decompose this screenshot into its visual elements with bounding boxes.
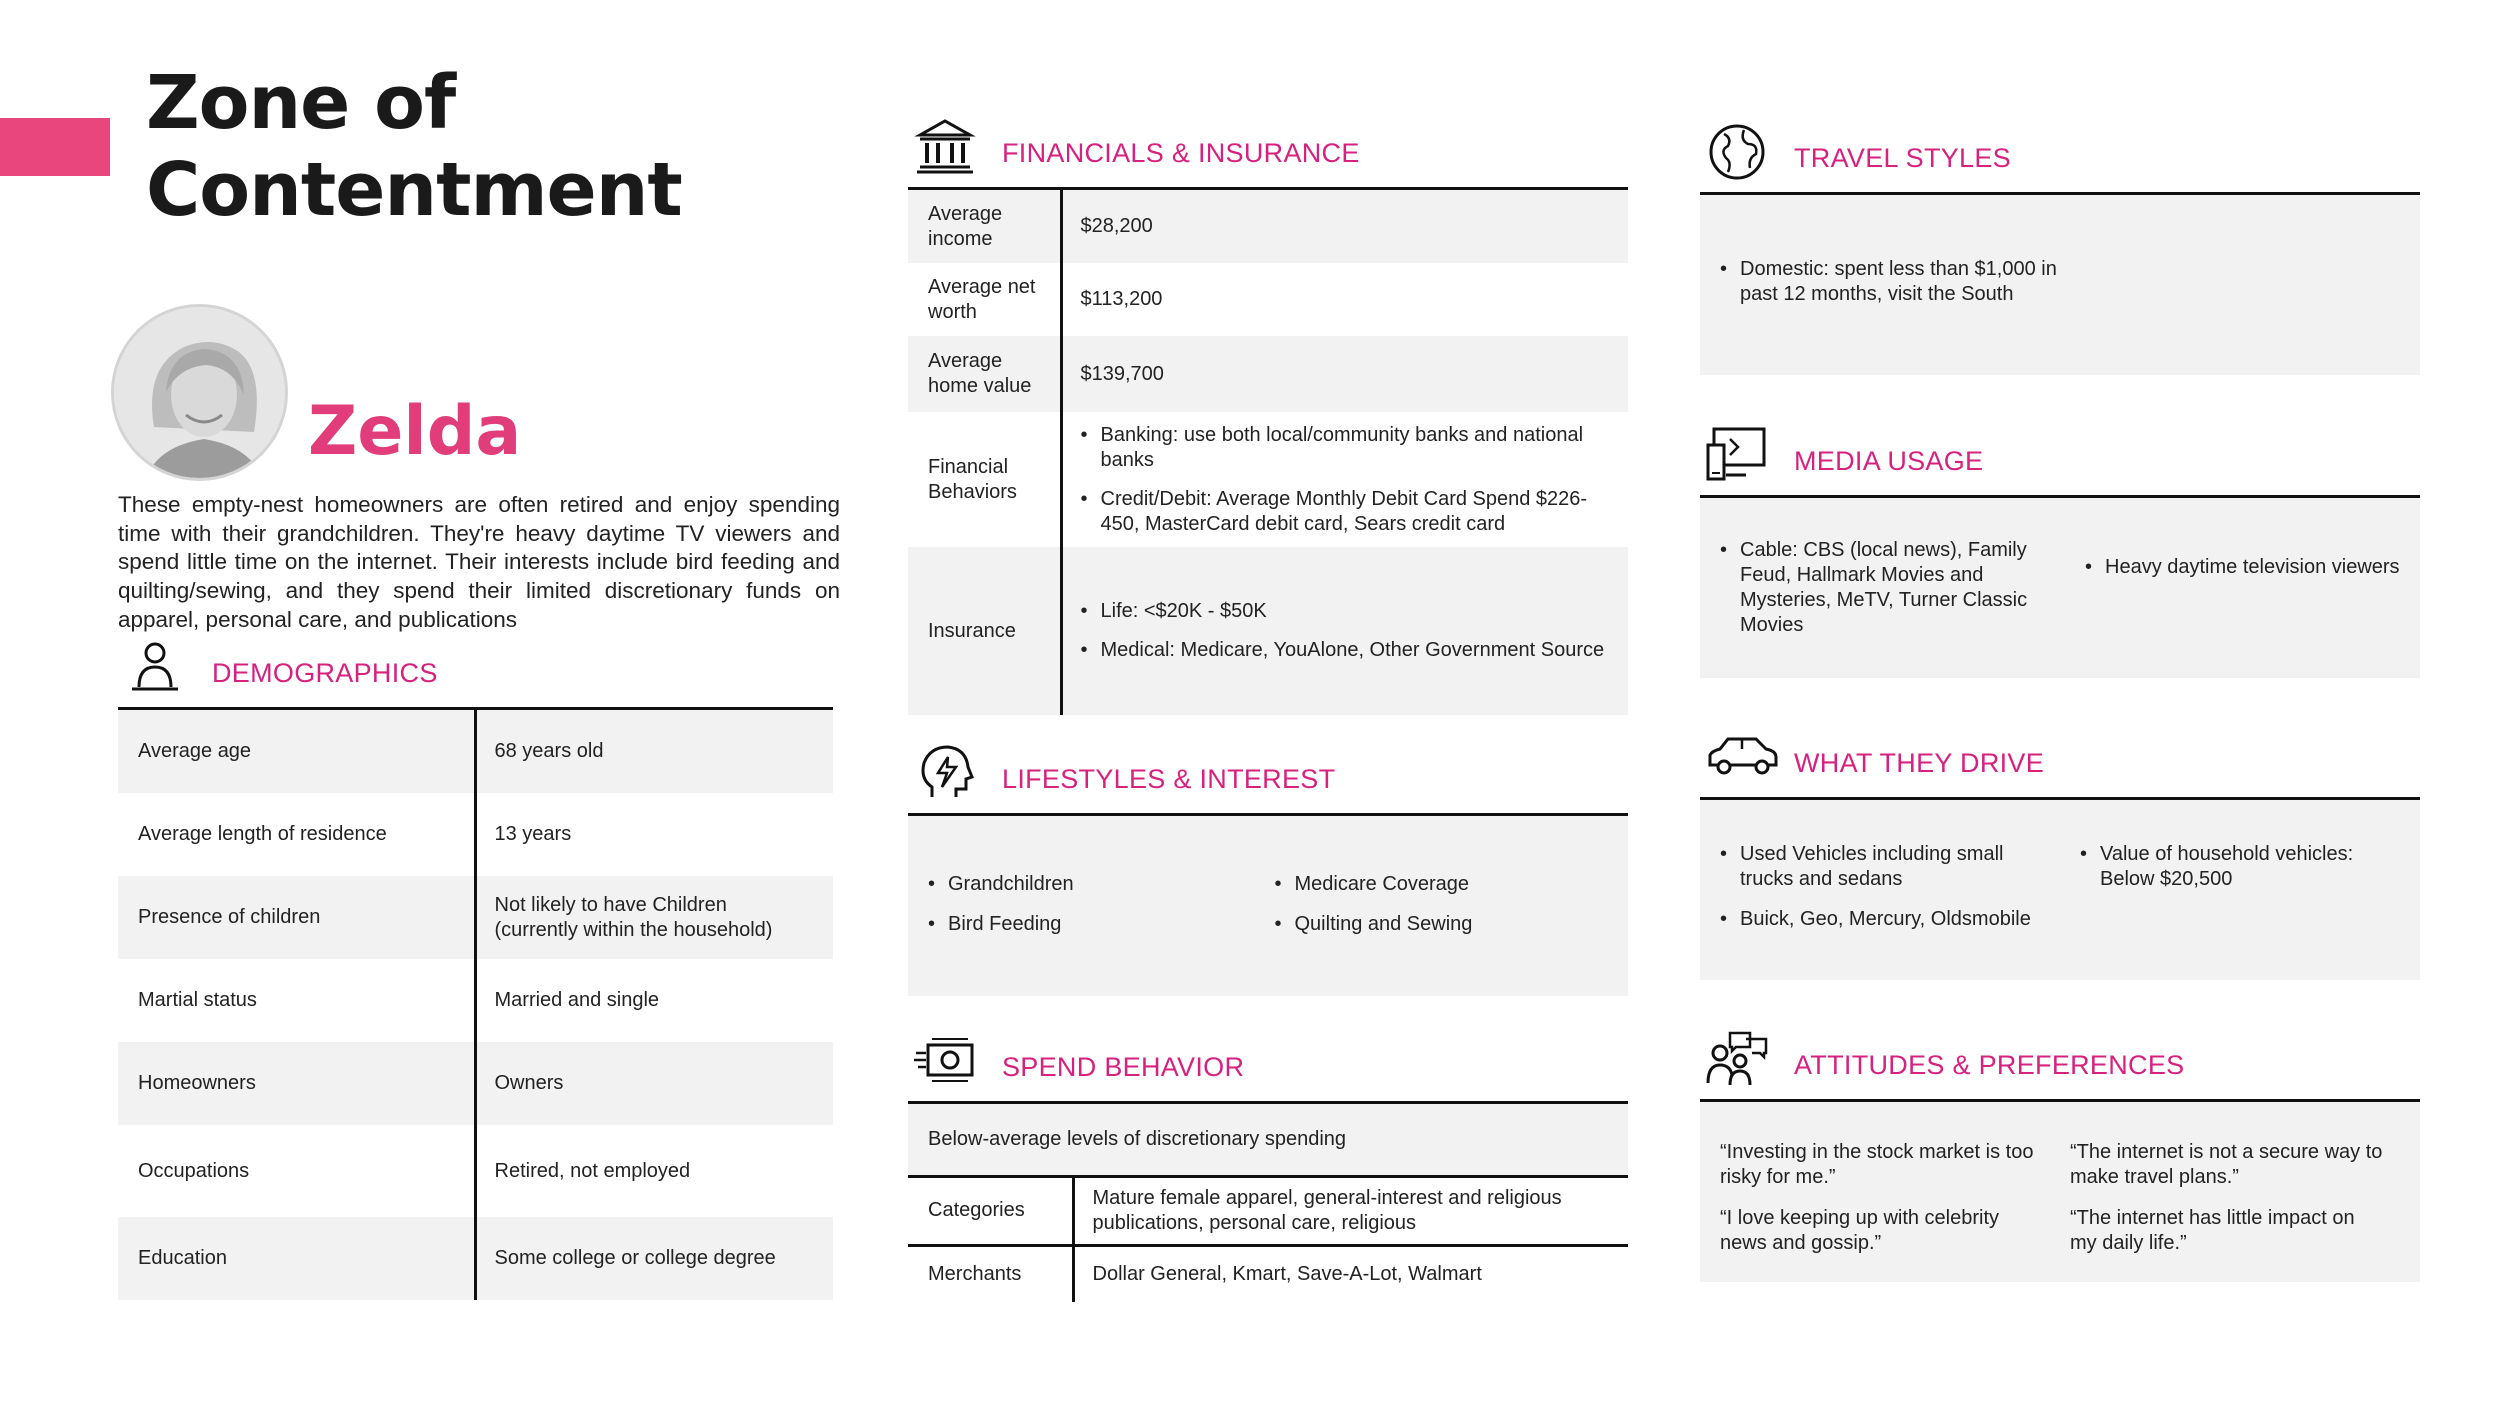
accent-bar (0, 118, 110, 176)
travel-title: TRAVEL STYLES (1794, 143, 2011, 173)
list-item: • Medicare Coverage (1275, 872, 1609, 897)
table-row (908, 412, 1628, 547)
chat-people-icon (1706, 1029, 1768, 1087)
row-value: 13 years (494, 823, 572, 845)
demographics-section (118, 640, 833, 1300)
row-label: Categories (908, 1178, 1073, 1245)
table-row (908, 263, 1628, 336)
drive-list-left (1720, 842, 2040, 932)
row-label: Financial Behaviors (908, 412, 1061, 547)
head-lightning-icon (914, 743, 976, 801)
media-list-left (1720, 538, 2035, 638)
list-item: • Bird Feeding (928, 912, 1262, 937)
financials-header (908, 120, 1628, 190)
table-row (908, 1178, 1628, 1245)
persona-description: These empty-nest homeowners are often retired and enjoy spending time with their grandchildren. They're heavy daytime TV viewers and spend little time on the internet. Their interests include bird feeding and quilting/sewing, and they spend their limited discretionary funds on apparel, personal care, and publications (118, 492, 840, 632)
avatar (111, 304, 288, 481)
bank-icon (914, 117, 976, 175)
list-item: • Buick, Geo, Mercury, Oldsmobile (1720, 907, 2040, 932)
row-value: 68 years old (494, 740, 604, 762)
quote: “The internet has little impact on my daily life.” (2070, 1207, 2355, 1254)
row-label: Education (118, 1217, 475, 1300)
lifestyles-header (908, 746, 1628, 816)
row-label: Occupations (118, 1125, 475, 1217)
drive-list-right (2080, 842, 2400, 892)
spend-summary (908, 1104, 1628, 1178)
lifestyles-section (908, 746, 1628, 996)
table-row (908, 336, 1628, 412)
insurance-list (1081, 599, 1615, 663)
table-row (908, 1245, 1628, 1302)
row-value: Not likely to have Children (currently within the household) (494, 893, 773, 941)
row-label: Average age (118, 710, 475, 793)
row-label: Average length of residence (118, 793, 475, 876)
row-label: Presence of children (118, 876, 475, 959)
row-label: Average income (908, 190, 1061, 263)
list-item: • Cable: CBS (local news), Family Feud, Hallmark Movies and Mysteries, MeTV, Turner Classic Movies (1720, 538, 2035, 638)
list-item: • Grandchildren (928, 872, 1262, 897)
table-row (118, 1125, 833, 1217)
row-label: Merchants (908, 1245, 1073, 1302)
row-label: Insurance (908, 547, 1061, 715)
row-label: Homeowners (118, 1042, 475, 1125)
travel-header (1700, 125, 2420, 195)
quote: “The internet is not a secure way to make travel plans.” (2070, 1141, 2383, 1188)
spend-table (908, 1178, 1628, 1302)
row-label: Average home value (908, 336, 1061, 412)
lifestyles-list-left (928, 872, 1262, 937)
travel-section (1700, 125, 2420, 375)
spend-header (908, 1034, 1628, 1104)
lifestyles-panel (908, 816, 1628, 996)
lifestyles-title: LIFESTYLES & INTEREST (1002, 764, 1336, 794)
persona-name: Zelda (308, 392, 522, 471)
row-value: $113,200 (1080, 288, 1163, 310)
list-item: • Banking: use both local/community banks and national banks (1081, 423, 1615, 473)
table-row (118, 876, 833, 959)
list-item: • Value of household vehicles: Below $20,500 (2080, 842, 2400, 892)
row-value: $28,200 (1080, 215, 1153, 237)
media-list-right (2085, 555, 2400, 580)
demographics-title: DEMOGRAPHICS (212, 658, 438, 688)
travel-list (1720, 257, 2060, 307)
media-header (1700, 428, 2420, 498)
demographics-table (118, 710, 833, 1300)
table-row (118, 1217, 833, 1300)
drive-section (1700, 730, 2420, 980)
table-row (118, 793, 833, 876)
media-title: MEDIA USAGE (1794, 446, 1984, 476)
list-item: • Life: <$20K - $50K (1081, 599, 1615, 624)
list-item: • Medical: Medicare, YouAlone, Other Government Source (1081, 638, 1615, 663)
list-item: • Domestic: spent less than $1,000 in past 12 months, visit the South (1720, 257, 2060, 307)
list-item: • Heavy daytime television viewers (2085, 555, 2400, 580)
table-row (118, 1042, 833, 1125)
attitudes-title: ATTITUDES & PREFERENCES (1794, 1050, 2185, 1080)
row-value: $139,700 (1080, 362, 1164, 385)
lifestyles-list-right (1275, 872, 1609, 937)
devices-icon (1706, 425, 1768, 483)
quote: “Investing in the stock market is too risky for me.” (1720, 1141, 2034, 1188)
demographics-header (118, 640, 833, 710)
list-item: • Quilting and Sewing (1275, 912, 1609, 937)
person-icon (124, 637, 186, 695)
globe-icon (1706, 122, 1768, 180)
row-value: Owners (494, 1072, 564, 1094)
spend-section (908, 1034, 1628, 1302)
row-value: Some college or college degree (494, 1247, 776, 1269)
money-icon (914, 1031, 976, 1089)
financials-title: FINANCIALS & INSURANCE (1002, 138, 1360, 168)
list-item: • Used Vehicles including small trucks and sedans (1720, 842, 2040, 892)
table-row (118, 959, 833, 1042)
spend-summary-text: Below-average levels of discretionary spending (928, 1128, 1347, 1150)
row-value: Mature female apparel, general-interest and religious publications, personal care, religious (1092, 1186, 1562, 1234)
list-item: • Credit/Debit: Average Monthly Debit Card Spend $226-450, MasterCard debit card, Sears credit card (1081, 487, 1615, 537)
row-label: Average net worth (908, 263, 1061, 336)
financials-section (908, 120, 1628, 715)
quote: “I love keeping up with celebrity news and gossip.” (1720, 1207, 2000, 1254)
drive-title: WHAT THEY DRIVE (1794, 748, 2045, 778)
media-panel (1700, 498, 2420, 678)
spend-title: SPEND BEHAVIOR (1002, 1052, 1245, 1082)
financials-table (908, 190, 1628, 715)
travel-panel (1700, 195, 2420, 375)
attitudes-section (1700, 1032, 2420, 1282)
drive-panel (1700, 800, 2420, 980)
financial-behaviors-list (1081, 423, 1615, 537)
table-row (908, 190, 1628, 263)
attitudes-header (1700, 1032, 2420, 1102)
row-value: Married and single (494, 989, 660, 1011)
page-title: Zone of Contentment (146, 60, 682, 233)
car-icon (1706, 727, 1778, 785)
drive-header (1700, 730, 2420, 800)
row-label: Martial status (118, 959, 475, 1042)
attitudes-panel (1700, 1102, 2420, 1282)
row-value: Dollar General, Kmart, Save-A-Lot, Walmart (1092, 1262, 1482, 1285)
table-row (118, 710, 833, 793)
row-value: Retired, not employed (494, 1159, 691, 1182)
media-section (1700, 428, 2420, 678)
table-row (908, 547, 1628, 715)
